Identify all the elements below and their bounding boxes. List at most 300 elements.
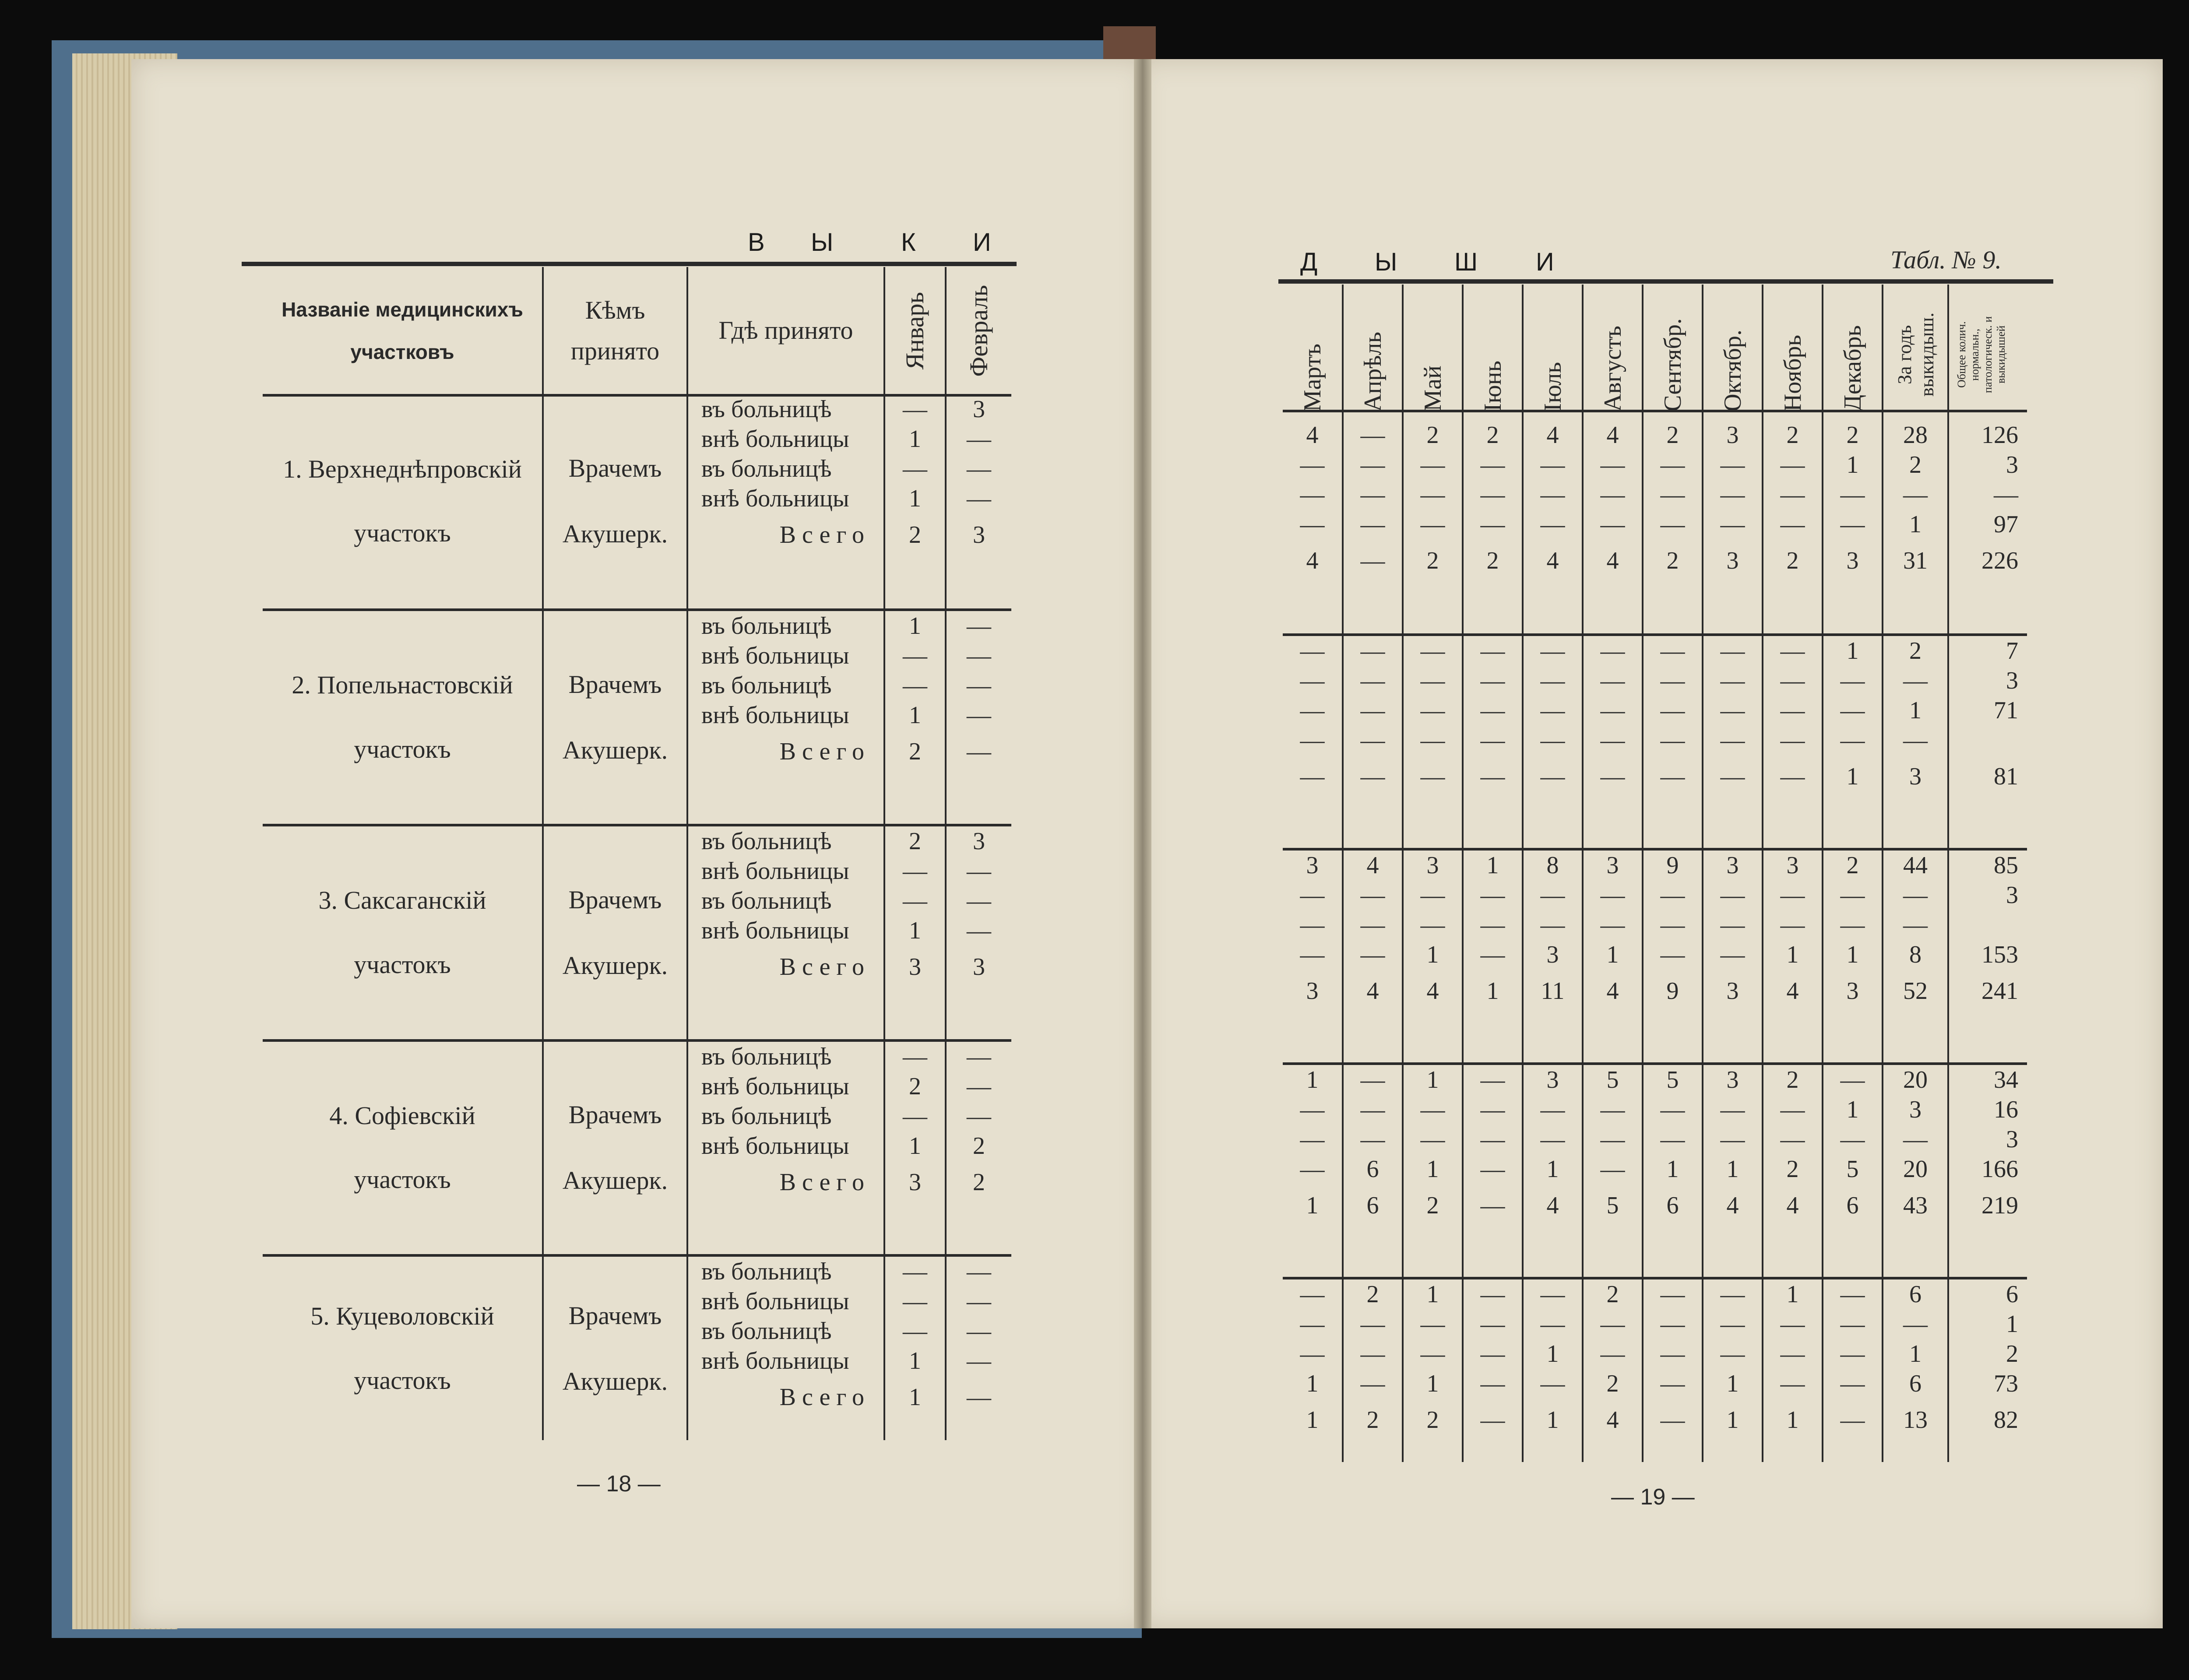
table-header-row (1283, 285, 2027, 420)
table-cell: — (1720, 1126, 1745, 1153)
table-cell: 219 (1981, 1192, 2018, 1219)
table-cell: — (1600, 763, 1625, 790)
table-cell: 3 (1726, 1066, 1739, 1093)
table-cell: 3 (1546, 941, 1559, 968)
month-values (1823, 849, 1883, 1064)
book-gutter (1134, 59, 1151, 1628)
table-cell: — (1480, 763, 1505, 790)
jan-values: — 2 — 1 3 (884, 1040, 946, 1256)
table-cell: — (1840, 1340, 1865, 1367)
table-cell: — (1360, 547, 1385, 574)
by-whom-cell: Врачемъ Акушерк. (543, 394, 687, 610)
col-header-year-miscarriages: За годъ выкидыш. (1883, 285, 1948, 420)
col-header-month: Сентябр. (1643, 285, 1703, 420)
district-block (1283, 849, 2027, 1064)
table-cell: — (1780, 451, 1805, 478)
month-values (1523, 849, 1583, 1064)
table-cell: 1 (1426, 1281, 1439, 1308)
month-values (1948, 1278, 2027, 1462)
left-header-letter: К (901, 228, 916, 257)
month-values (1703, 849, 1763, 1064)
table-cell: — (1903, 481, 1928, 508)
table-cell: 1 (1846, 941, 1859, 968)
table-cell: 3 (1786, 852, 1799, 879)
births-table-left (263, 267, 1011, 1440)
table-cell: — (1660, 697, 1685, 724)
table-cell: — (1840, 1370, 1865, 1397)
table-cell: — (1600, 911, 1625, 938)
table-cell: — (1540, 637, 1565, 664)
month-values (1823, 635, 1883, 849)
table-cell: — (1720, 882, 1745, 909)
table-cell: — (1780, 1340, 1805, 1367)
table-cell: 31 (1903, 547, 1928, 574)
table-cell: — (1420, 1311, 1445, 1338)
table-cell: 1 (1726, 1156, 1739, 1183)
table-cell: — (1420, 637, 1445, 664)
table-cell: 1 (1486, 977, 1499, 1005)
table-cell: 73 (1994, 1370, 2018, 1397)
table-cell: 1 (1306, 1192, 1319, 1219)
month-values (1763, 1278, 1823, 1462)
table-cell: 4 (1546, 547, 1559, 574)
table-cell: 2 (1486, 547, 1499, 574)
table-cell: — (1660, 1126, 1685, 1153)
table-cell: — (1720, 1096, 1745, 1123)
table-cell: — (1420, 882, 1445, 909)
month-values (1283, 1278, 1343, 1462)
table-cell: 5 (1666, 1066, 1679, 1093)
table-cell: — (1840, 481, 1865, 508)
month-values (1643, 1278, 1703, 1462)
district-name: 1. Верхнеднѣпровскій участокъ (263, 394, 543, 610)
table-cell: — (1480, 1311, 1505, 1338)
month-values (1343, 635, 1403, 849)
table-cell: 2 (1426, 1406, 1439, 1434)
table-cell: — (1540, 882, 1565, 909)
table-cell: — (1420, 481, 1445, 508)
table-cell: 4 (1546, 1192, 1559, 1219)
table-cell: — (1360, 697, 1385, 724)
table-cell: 6 (1666, 1192, 1679, 1219)
table-cell: — (1300, 697, 1325, 724)
table-cell: — (1720, 763, 1745, 790)
table-cell: — (1840, 911, 1865, 938)
district-name: 4. Софіевскій участокъ (263, 1040, 543, 1256)
table-cell: — (1360, 941, 1385, 968)
table-cell: — (1420, 1340, 1445, 1367)
table-cell: 4 (1606, 422, 1619, 449)
right-page-number: — 19 — (1611, 1484, 1695, 1510)
col-header-by-whom: Кѣмъ принято (543, 267, 687, 394)
table-cell: — (1420, 763, 1445, 790)
table-cell: — (1420, 511, 1445, 538)
table-cell: 16 (1994, 1096, 2018, 1123)
table-cell: 1 (1426, 1156, 1439, 1183)
feb-values: 3 — — — 3 (946, 825, 1011, 1040)
table-cell: — (1720, 451, 1745, 478)
table-cell: — (1780, 481, 1805, 508)
table-cell: — (1540, 763, 1565, 790)
table-cell: 2 (1426, 422, 1439, 449)
table-cell: 1 (1909, 1340, 1922, 1367)
month-values (1823, 420, 1883, 635)
table-cell: — (1540, 451, 1565, 478)
table-cell: — (1780, 697, 1805, 724)
table-cell: 153 (1981, 941, 2018, 968)
table-cell: 2 (1426, 547, 1439, 574)
table-cell: — (1300, 637, 1325, 664)
col-header-where: Гдѣ принято (687, 267, 884, 394)
table-cell: 1 (1486, 852, 1499, 879)
table-cell: — (1540, 667, 1565, 694)
table-cell: — (1360, 727, 1385, 754)
table-cell: — (1540, 1126, 1565, 1153)
table-cell: 2 (1909, 637, 1922, 664)
table-cell: 2 (1786, 1156, 1799, 1183)
table-cell: 4 (1606, 1406, 1619, 1434)
table-cell: — (1600, 882, 1625, 909)
table-cell: — (1480, 941, 1505, 968)
table-cell: — (1903, 911, 1928, 938)
table-cell: 3 (1846, 977, 1859, 1005)
table-cell: 4 (1606, 977, 1619, 1005)
jan-values: 1 — — 1 2 (884, 610, 946, 825)
table-cell: — (1780, 727, 1805, 754)
table-cell: 1 (1426, 1066, 1439, 1093)
table-cell: 6 (1366, 1156, 1379, 1183)
table-cell: — (1720, 1340, 1745, 1367)
table-cell: 20 (1903, 1156, 1928, 1183)
table-cell: — (1840, 1406, 1865, 1434)
left-header-letter: Ы (811, 228, 834, 257)
table-cell: — (1660, 763, 1685, 790)
table-cell: 3 (1726, 852, 1739, 879)
col-header-month: Май (1403, 285, 1463, 420)
table-cell: 6 (1909, 1370, 1922, 1397)
table-cell: 1 (1846, 637, 1859, 664)
feb-values: — — — 2 2 (946, 1040, 1011, 1256)
table-cell: — (1540, 481, 1565, 508)
table-cell: — (1720, 511, 1745, 538)
table-cell: — (1300, 763, 1325, 790)
where-cell: въ больницѣ внѣ больницы въ больницѣ внѣ больницы Всего (687, 1040, 884, 1256)
district-block (263, 825, 1011, 1040)
table-cell: 241 (1981, 977, 2018, 1005)
month-values (1283, 1064, 1343, 1278)
table-cell: 1 (1546, 1406, 1559, 1434)
table-cell: — (1480, 1066, 1505, 1093)
table-cell: 1 (1909, 511, 1922, 538)
table-cell: — (1660, 451, 1685, 478)
table-cell: — (1360, 422, 1385, 449)
table-cell: — (1660, 882, 1685, 909)
table-cell: — (1903, 727, 1928, 754)
table-cell: — (1660, 1340, 1685, 1367)
table-cell: — (1600, 697, 1625, 724)
month-values (1823, 1278, 1883, 1462)
table-cell: — (1600, 1096, 1625, 1123)
district-name: 5. Куцеволовскій участокъ (263, 1255, 543, 1440)
col-header-month: Октябр. (1703, 285, 1763, 420)
table-cell: 9 (1666, 977, 1679, 1005)
table-cell: — (1720, 911, 1745, 938)
table-cell: 8 (1909, 941, 1922, 968)
table-cell: — (1660, 911, 1685, 938)
table-cell: — (1780, 1096, 1805, 1123)
table-cell: — (1300, 511, 1325, 538)
table-cell: — (1660, 481, 1685, 508)
table-cell: 81 (1994, 763, 2018, 790)
col-header-month: Мартъ (1283, 285, 1343, 420)
table-cell: 71 (1994, 697, 2018, 724)
month-values (1463, 849, 1523, 1064)
table-cell: — (1480, 637, 1505, 664)
table-cell: — (1903, 882, 1928, 909)
table-cell: — (1720, 637, 1745, 664)
table-cell: 5 (1846, 1156, 1859, 1183)
table-cell: 1 (1786, 941, 1799, 968)
where-cell: въ больницѣ внѣ больницы въ больницѣ внѣ больницы Всего (687, 1255, 884, 1440)
table-cell: 5 (1606, 1066, 1619, 1093)
table-cell: 43 (1903, 1192, 1928, 1219)
table-cell: — (1840, 727, 1865, 754)
month-values (1643, 849, 1703, 1064)
table-cell: — (1480, 1370, 1505, 1397)
table-cell: — (1480, 451, 1505, 478)
by-whom-cell: Врачемъ Акушерк. (543, 825, 687, 1040)
table-cell: — (1780, 637, 1805, 664)
month-values (1703, 420, 1763, 635)
table-cell: 1 (1786, 1406, 1799, 1434)
table-cell: 44 (1903, 852, 1928, 879)
month-values (1763, 420, 1823, 635)
table-header-row (263, 267, 1011, 394)
table-cell: 2 (1486, 422, 1499, 449)
table-cell: — (1840, 667, 1865, 694)
table-cell: — (1540, 1311, 1565, 1338)
table-cell: 4 (1786, 977, 1799, 1005)
table-cell: 4 (1726, 1192, 1739, 1219)
table-cell: — (1600, 511, 1625, 538)
district-block (1283, 635, 2027, 849)
table-cell: 6 (1846, 1192, 1859, 1219)
table-cell: — (1660, 1096, 1685, 1123)
table-cell: — (1840, 1126, 1865, 1153)
table-cell: 97 (1994, 511, 2018, 538)
table-cell: — (1780, 1311, 1805, 1338)
births-table-right (1283, 285, 2027, 1462)
month-values (1343, 420, 1403, 635)
table-cell: 2 (1606, 1281, 1619, 1308)
table-cell: 3 (1909, 763, 1922, 790)
table-cell: 82 (1994, 1406, 2018, 1434)
table-cell: 1 (1846, 451, 1859, 478)
table-cell: — (1840, 882, 1865, 909)
table-cell: 2 (2006, 1340, 2018, 1367)
district-block (1283, 1064, 2027, 1278)
month-values (1343, 849, 1403, 1064)
col-header-month: Апрѣль (1343, 285, 1403, 420)
table-cell: — (1540, 1096, 1565, 1123)
table-cell: 4 (1426, 977, 1439, 1005)
table-cell: 2 (1606, 1370, 1619, 1397)
table-cell: — (1660, 1406, 1685, 1434)
table-cell: 2 (1666, 547, 1679, 574)
table-cell: 1 (1426, 941, 1439, 968)
table-cell: 13 (1903, 1406, 1928, 1434)
table-cell: — (1360, 1096, 1385, 1123)
table-cell: — (1300, 941, 1325, 968)
month-values (1523, 420, 1583, 635)
table-cell: 2 (1786, 547, 1799, 574)
table-cell: — (1840, 697, 1865, 724)
table-cell: — (1540, 727, 1565, 754)
month-values (1523, 1064, 1583, 1278)
table-cell: — (1480, 481, 1505, 508)
table-cell: — (1420, 667, 1445, 694)
col-header-month: Декабрь (1823, 285, 1883, 420)
where-cell: въ больницѣ внѣ больницы въ больницѣ внѣ больницы Всего (687, 610, 884, 825)
table-cell: — (1300, 481, 1325, 508)
table-cell: — (1300, 882, 1325, 909)
table-cell: — (1840, 511, 1865, 538)
jan-values: — — — 1 1 (884, 1255, 946, 1440)
table-cell: 3 (1846, 547, 1859, 574)
district-block (263, 610, 1011, 825)
month-values (1283, 849, 1343, 1064)
table-cell: — (1660, 1370, 1685, 1397)
table-cell: 1 (1846, 1096, 1859, 1123)
table-cell: 3 (1546, 1066, 1559, 1093)
table-cell: 3 (1306, 977, 1319, 1005)
table-cell: — (1300, 667, 1325, 694)
col-header-month: Іюль (1523, 285, 1583, 420)
table-cell: 1 (1726, 1370, 1739, 1397)
month-values (1883, 1278, 1948, 1462)
table-cell: 11 (1541, 977, 1565, 1005)
table-cell: — (1780, 911, 1805, 938)
month-values (1763, 849, 1823, 1064)
right-header-letter: Ы (1375, 248, 1397, 276)
table-cell: — (1840, 1281, 1865, 1308)
month-values (1403, 635, 1463, 849)
month-values (1583, 1064, 1643, 1278)
table-cell: 4 (1306, 422, 1319, 449)
top-rule (1278, 279, 2053, 284)
table-cell: — (1360, 481, 1385, 508)
table-cell: 4 (1306, 547, 1319, 574)
table-cell: 3 (1726, 977, 1739, 1005)
table-cell: 2 (1846, 422, 1859, 449)
table-cell: — (1540, 911, 1565, 938)
table-cell: 85 (1994, 852, 2018, 879)
left-header-letter: В (748, 228, 765, 257)
table-cell: 1 (1846, 763, 1859, 790)
table-cell: — (1480, 882, 1505, 909)
month-values (1403, 1278, 1463, 1462)
month-values (1463, 1278, 1523, 1462)
left-header-letter: И (973, 228, 991, 257)
table-cell: 166 (1981, 1156, 2018, 1183)
month-values (1823, 1064, 1883, 1278)
table-cell: — (1660, 1281, 1685, 1308)
table-cell: — (1480, 727, 1505, 754)
table-cell: 1 (1306, 1370, 1319, 1397)
table-cell: — (1480, 1281, 1505, 1308)
table-cell: — (1600, 637, 1625, 664)
jan-values: — 1 — 1 2 (884, 394, 946, 610)
right-header-letter: И (1536, 248, 1554, 276)
table-cell: — (1840, 1311, 1865, 1338)
table-cell: 4 (1366, 977, 1379, 1005)
table-cell: — (1480, 511, 1505, 538)
table-cell: 1 (1306, 1066, 1319, 1093)
col-header-month: Августъ (1583, 285, 1643, 420)
table-cell: — (1480, 667, 1505, 694)
col-header-feb: Февраль (964, 285, 993, 377)
table-cell: — (1420, 1126, 1445, 1153)
table-cell: — (1600, 451, 1625, 478)
table-cell: — (1360, 637, 1385, 664)
table-cell: 5 (1606, 1192, 1619, 1219)
table-cell: — (1420, 1096, 1445, 1123)
table-cell: 34 (1994, 1066, 2018, 1093)
table-cell: — (1600, 481, 1625, 508)
table-cell: 4 (1546, 422, 1559, 449)
month-values (1643, 420, 1703, 635)
month-values (1883, 1064, 1948, 1278)
table-cell: — (1720, 481, 1745, 508)
table-cell: — (1420, 727, 1445, 754)
table-cell: — (1660, 941, 1685, 968)
table-cell: — (1480, 1192, 1505, 1219)
month-values (1643, 1064, 1703, 1278)
table-cell: — (1360, 911, 1385, 938)
district-block (1283, 420, 2027, 635)
district-block (1283, 1278, 2027, 1462)
table-cell: 3 (2006, 1126, 2018, 1153)
table-cell: — (1600, 1156, 1625, 1183)
table-cell: — (1540, 1281, 1565, 1308)
table-cell: 4 (1366, 852, 1379, 879)
table-cell: 7 (2006, 637, 2018, 664)
table-cell: — (1540, 697, 1565, 724)
district-block (263, 1255, 1011, 1440)
table-cell: — (1540, 511, 1565, 538)
table-cell: 2 (1909, 451, 1922, 478)
table-cell: 1 (2006, 1311, 2018, 1338)
table-cell: 1 (1726, 1406, 1739, 1434)
table-cell (1949, 725, 2018, 755)
table-cell: 3 (1909, 1096, 1922, 1123)
month-values (1883, 849, 1948, 1064)
month-values (1403, 420, 1463, 635)
table-cell: — (1360, 1126, 1385, 1153)
table-cell: 2 (1786, 422, 1799, 449)
table-cell: 1 (1786, 1281, 1799, 1308)
month-values (1948, 1064, 2027, 1278)
month-values (1463, 635, 1523, 849)
table-cell: 2 (1666, 422, 1679, 449)
feb-values: 3 — — — 3 (946, 394, 1011, 610)
table-cell: — (1780, 667, 1805, 694)
table-cell: — (1300, 911, 1325, 938)
table-cell: — (1903, 1311, 1928, 1338)
table-cell: 1 (1606, 941, 1619, 968)
month-values (1703, 1064, 1763, 1278)
table-cell: — (1300, 451, 1325, 478)
